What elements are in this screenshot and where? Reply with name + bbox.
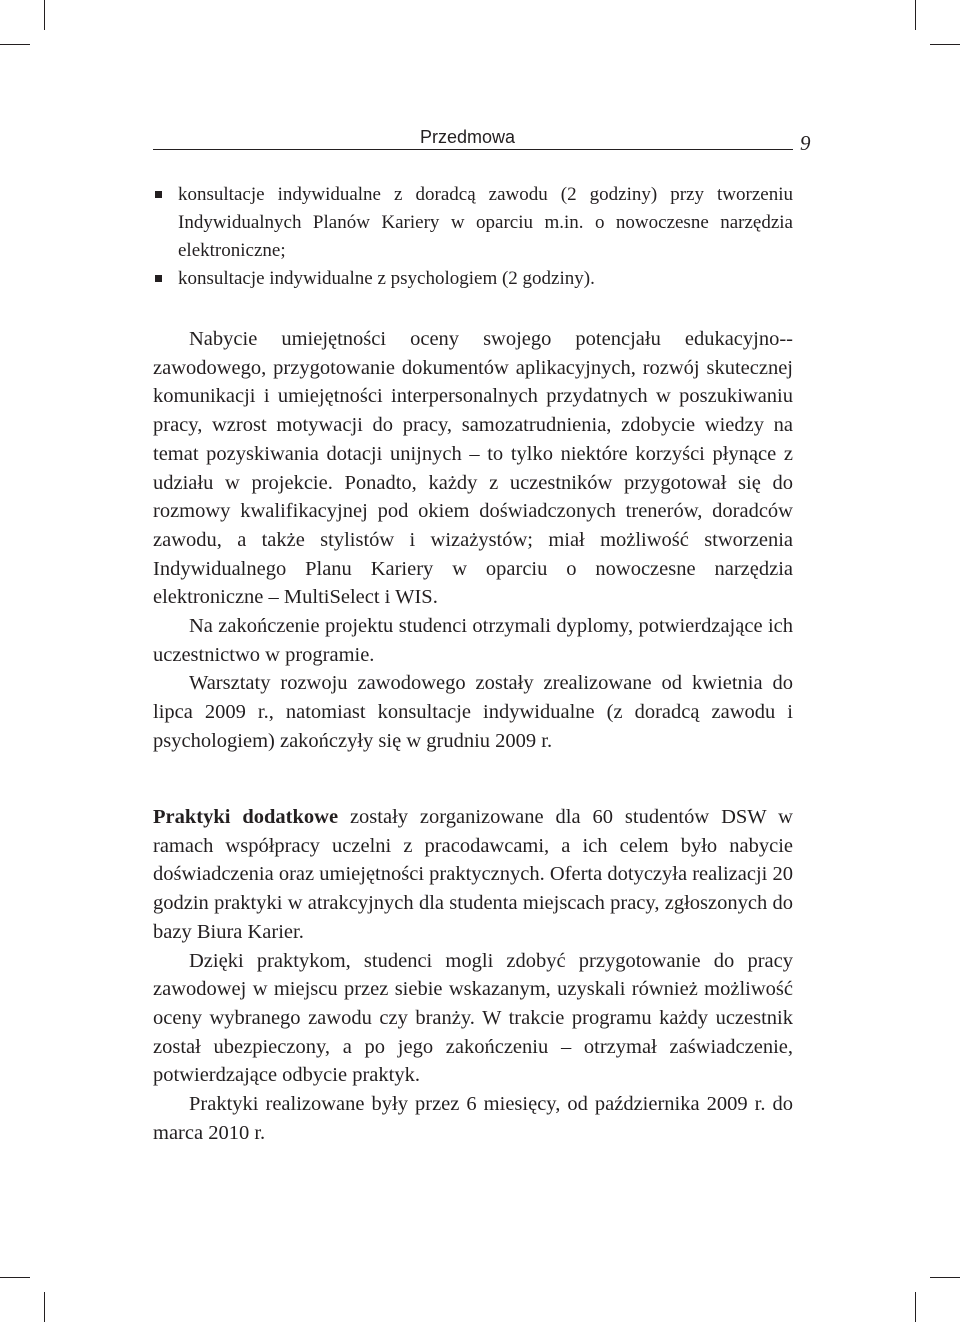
crop-mark-top-left [44,0,45,30]
bullet-text: konsultacje indywidualne z doradcą zawodu (2 godziny) przy tworzeniu Indywidualnych Planów Kariery w oparciu m.in. o nowoczesne narzędzia elektroniczne; [178,184,793,261]
crop-mark-bottom-left-h [0,1277,30,1278]
list-item [153,181,793,265]
crop-mark-bottom-right-h [930,1277,960,1278]
section-workshops [153,325,793,756]
paragraph: Nabycie umiejętności oceny swojego potencjału edukacyjno--zawodowego, przygotowanie dokumentów aplikacyjnych, rozwój skutecznej komunikacji i umiejętności interpersonalnych przydatnych w poszukiwaniu pracy, wzrost motywacji do pracy, samozatrudnienia, zdobycie wiedzy na temat pozyskiwania dotacji unijnych – to tylko niektóre korzyści płynące z udziału w projekcie. Ponadto, każdy z uczestników przygotował się do rozmowy kwalifikacyjnej pod okiem doświadczonych trenerów, doradców zawodu, a także stylistów i wizażystów; miał możliwość stworzenia Indywidualnego Planu Kariery w oparciu o nowoczesne narzędzia elektroniczne – MultiSelect i WIS. [153,328,793,609]
paragraph: Dzięki praktykom, studenci mogli zdobyć przygotowanie do pracy zawodowej w miejscu przez siebie wskazanym, uzyskali również możliwość oceny wybranego zawodu czy branży. W trakcie programu każdy uczestnik został ubezpieczony, a po jego zakończeniu – otrzymał zaświadczenie, potwierdzające odbycie praktyk. [153,949,793,1087]
crop-mark-top-left-h [0,44,30,45]
list-item [153,265,793,293]
bullet-list [153,181,793,293]
section-internships [153,803,793,1147]
bullet-square-icon [155,191,162,198]
paragraph-lead-text: zostały zorganizowane dla 60 studentów DSW w ramach współpracy uczelni z pracodawcami, a ich celem było nabycie doświadczenia oraz umiejętności praktycznych. Oferta dotyczyła realizacji 20 godzin praktyki w atrakcyjnych dla studenta miejscach pracy, zgłoszonych do bazy Biura Karier. [153,806,793,943]
bullet-text: konsultacje indywidualne z psychologiem (2 godziny). [178,268,595,289]
crop-mark-top-right [915,0,916,30]
paragraph: Praktyki realizowane były przez 6 miesięcy, od października 2009 r. do marca 2010 r. [153,1093,793,1144]
crop-mark-top-right-h [930,44,960,45]
header-rule [153,149,793,150]
bullet-square-icon [155,275,162,282]
paragraph-lead [153,803,793,947]
crop-mark-bottom-left [44,1292,45,1322]
paragraph: Na zakończenie projektu studenci otrzymali dyplomy, potwierdzające ich uczestnictwo w programie. [153,615,793,666]
paragraph: Warsztaty rozwoju zawodowego zostały zrealizowane od kwietnia do lipca 2009 r., natomiast konsultacje indywidualne (z doradcą zawodu i psychologiem) zakończyły się w grudniu 2009 r. [153,672,793,752]
crop-mark-bottom-right [915,1292,916,1322]
bold-term: Praktyki dodatkowe [153,806,339,828]
running-title: Przedmowa [420,127,516,147]
page-number: 9 [800,131,811,155]
